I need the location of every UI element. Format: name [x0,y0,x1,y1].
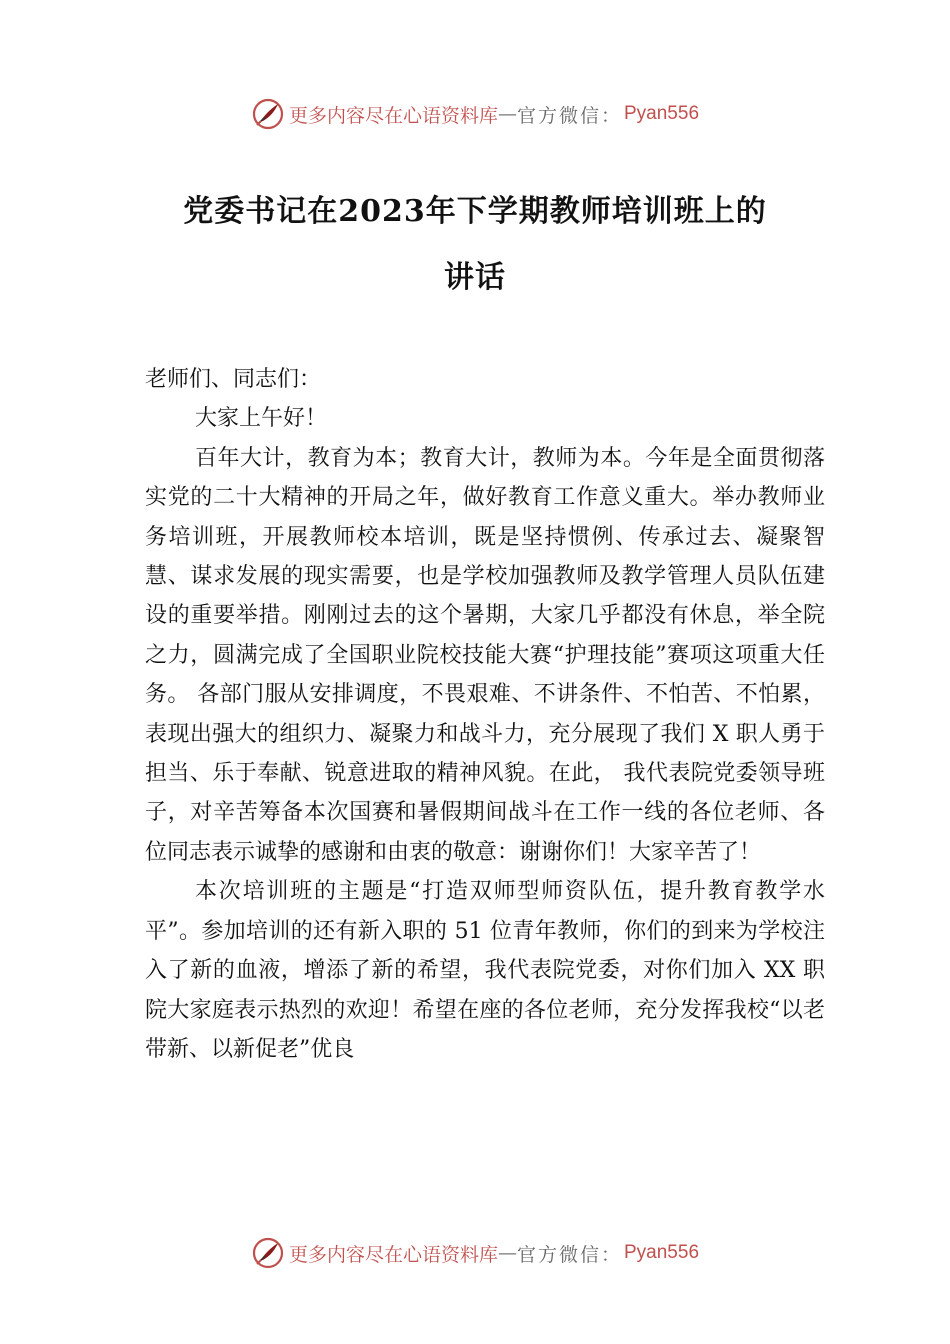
document-title-line1: 党委书记在2023年下学期教师培训班上的 [183,194,767,229]
quill-pen-logo-icon [251,1236,285,1270]
watermark-main-text: 更多内容尽在心语资料库 [288,1243,498,1266]
footer-watermark [0,1233,950,1273]
paragraph-1: 百年大计，教育为本；教育大计，教师为本。今年是全面贯彻落实党的二十大精神的开局之年，做好教育工作意义重大。举办教师业务培训班，开展教师校本培训，既是坚持惯例、传承过去、凝聚智慧、谋求发展的现实需要，也是学校加强教师及教学管理人员队伍建设的重要举措。刚刚过去的这个暑期，大家几乎都没有休息，举全院之力，圆满完成了全国职业院校技能大赛“护理技能”赛项这项重大任务。 各部门服从安排调度，不畏艰难、不讲条件、不怕苦、不怕累，表现出强大的组织力、凝聚力和战斗力，充分展现了我们 X 职人勇于担当、乐于奉献、锐意进取的精神风貌。在此， 我代表院党委领导班子，对辛苦筹备本次国赛和暑假期间战斗在工作一线的各位老师、各位同志表示诚挚的感谢和由衷的敬意：谢谢你们！大家辛苦了！ [145,445,825,865]
watermark-wechat-label: 官方微信： [516,1243,622,1266]
watermark-wechat-label: 官方微信： [516,104,622,127]
salutation: 老师们、同志们： [145,367,322,392]
document-body [145,360,825,1069]
greeting: 大家上午好！ [195,406,328,432]
document-title-line2: 讲话 [444,260,506,295]
quill-pen-logo-icon [251,97,285,131]
paragraph-2: 本次培训班的主题是“打造双师型师资队伍，提升教育教学水平”。参加培训的还有新入职的 51 位青年教师，你们的到来为学校注入了新的血液，增添了新的希望，我代表院党委，对你们加入 XX 职院大家庭表示热烈的欢迎！希望在座的各位老师，充分发挥我校“以老带新、以新促老”优良 [145,879,825,1062]
watermark-wechat-id: Pyan556 [624,103,700,124]
watermark-separator: — [497,103,517,125]
watermark-main-text: 更多内容尽在心语资料库 [288,104,498,127]
header-watermark [0,94,950,134]
watermark-separator: — [497,1242,517,1264]
watermark-wechat-id: Pyan556 [624,1242,700,1263]
